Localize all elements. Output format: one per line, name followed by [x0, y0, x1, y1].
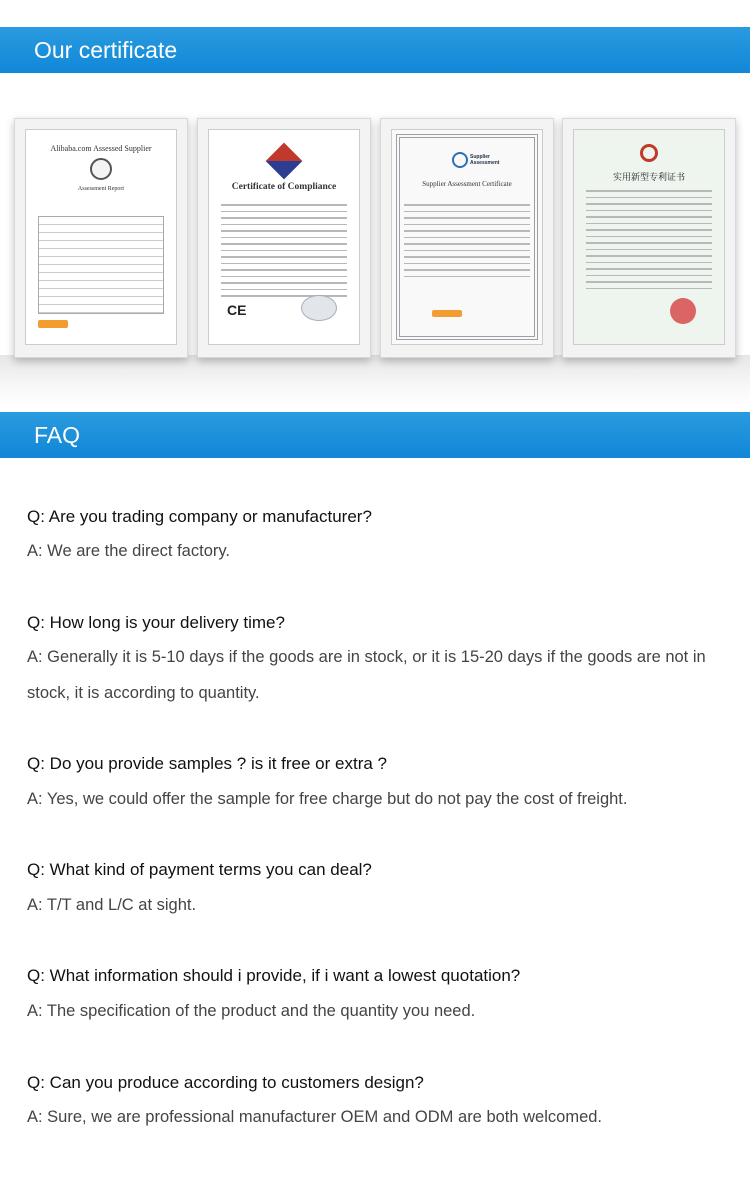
faq-question: Q: What kind of payment terms you can deal? — [27, 860, 372, 879]
faq-question: Q: Do you provide samples ? is it free or extra ? — [27, 754, 387, 773]
report-table — [38, 216, 164, 314]
faq-answer: A: We are the direct factory. — [27, 542, 230, 560]
faq-answer: A: The specification of the product and the quantity you need. — [27, 1002, 476, 1020]
faq-answer: A: Generally it is 5-10 days if the goods are in stock, or it is 15-20 days if the goods are not in stock, it is according to quantity. — [27, 648, 706, 702]
faq-question: Q: Are you trading company or manufacturer? — [27, 507, 372, 526]
certificate-section-header — [0, 27, 750, 73]
faq-answer: A: T/T and L/C at sight. — [27, 896, 197, 914]
certificate-title: Alibaba.com Assessed Supplier — [50, 144, 152, 153]
ce-mark: CE — [227, 302, 247, 318]
faq-question: Q: What information should i provide, if i want a lowest quotation? — [27, 966, 521, 985]
faq-question: Q: How long is your delivery time? — [27, 613, 285, 632]
brand-label: Supplier Assessment — [470, 154, 500, 166]
alibaba-logo-icon — [432, 310, 462, 317]
certificate-paper — [25, 129, 177, 345]
certificate-text-lines — [586, 190, 712, 294]
certificate-image-compliance — [197, 118, 371, 358]
faq-answer: A: Sure, we are professional manufacturer OEM and ODM are both welcomed. — [27, 1108, 603, 1126]
certificate-title: 实用新型专利证书 — [612, 172, 685, 182]
badge-icon — [90, 158, 112, 180]
logo-icon — [266, 143, 303, 180]
certificate-paper — [573, 129, 725, 345]
faq-answer: A: Yes, we could offer the sample for free charge but do not pay the cost of freight. — [27, 790, 628, 808]
certificate-image-supplier-assessment — [380, 118, 554, 358]
alibaba-logo-icon — [38, 320, 68, 328]
certificate-paper — [391, 129, 543, 345]
certificate-subtitle: Assessment Report — [77, 186, 125, 192]
certificate-image-patent — [562, 118, 736, 358]
faq-question: Q: Can you produce according to customers design? — [27, 1073, 424, 1092]
patent-logo-icon — [640, 144, 658, 162]
certificate-heading: Our certificate — [34, 37, 178, 63]
faq-heading: FAQ — [34, 422, 81, 448]
seal-icon — [301, 295, 337, 321]
globe-icon — [452, 152, 468, 168]
faq-section-header — [0, 412, 750, 458]
certificate-text-lines — [404, 204, 530, 282]
red-seal-icon — [670, 298, 696, 324]
gallery-shadow-floor — [0, 355, 750, 405]
certificate-text-lines — [221, 204, 347, 302]
certificate-image-alibaba-report — [14, 118, 188, 358]
certificate-title: Supplier Assessment Certificate — [422, 180, 512, 188]
certificate-paper — [208, 129, 360, 345]
certificate-title: Certificate of Compliance — [231, 182, 337, 192]
